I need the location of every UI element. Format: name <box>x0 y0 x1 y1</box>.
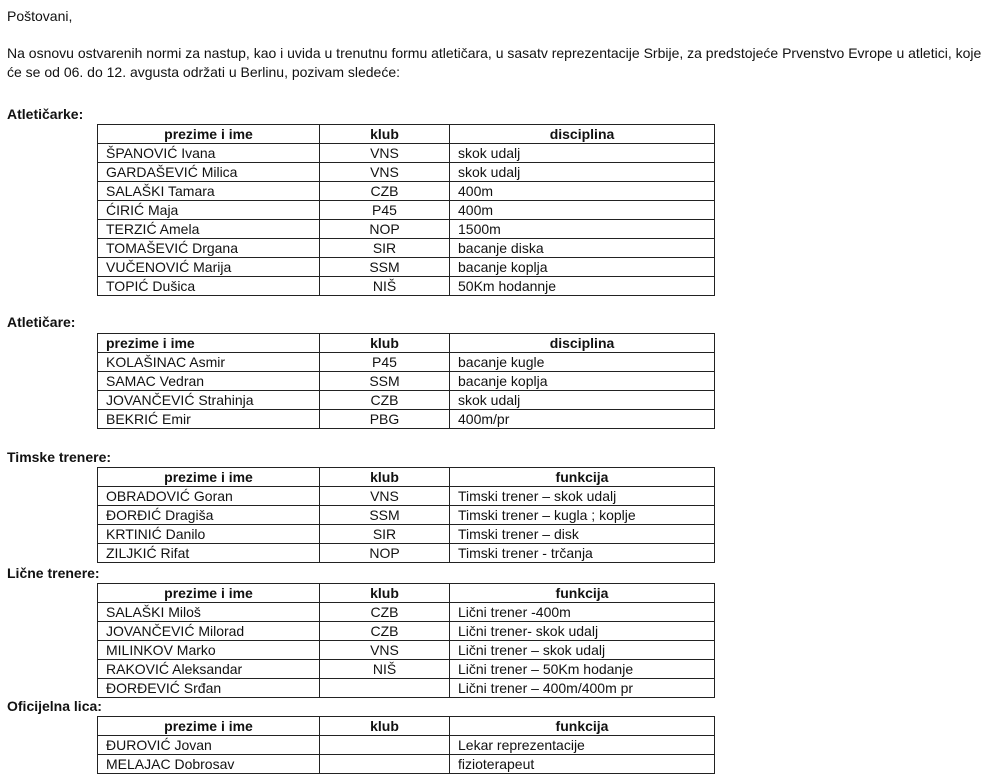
cell-name: TOMAŠEVIĆ Drgana <box>98 239 320 258</box>
cell-role: skok udalj <box>450 163 715 182</box>
cell-club <box>320 755 450 774</box>
cell-club: CZB <box>320 182 450 201</box>
cell-club: VNS <box>320 641 450 660</box>
cell-role: Timski trener – skok udalj <box>450 487 715 506</box>
table-row <box>98 239 715 258</box>
intro-paragraph: Na osnovu ostvarenih normi za nastup, kao i uvida u trenutnu formu atletičara, u sasatv reprezentacije Srbije, za predstojeće Prvenstvo Evrope u atletici, koje će se od 06. do 12. avgusta održati u Berlinu, pozivam sledeće: <box>7 45 982 80</box>
column-header: prezime i ime <box>98 584 320 603</box>
cell-name: JOVANČEVIĆ Milorad <box>98 622 320 641</box>
column-header: klub <box>320 125 450 144</box>
table-oficijelna-lica <box>97 716 715 774</box>
cell-club: NIŠ <box>320 277 450 296</box>
cell-role: 400m <box>450 182 715 201</box>
table-row <box>98 163 715 182</box>
cell-role: Timski trener - trčanja <box>450 544 715 563</box>
cell-name: TOPIĆ Dušica <box>98 277 320 296</box>
table-row <box>98 201 715 220</box>
table-row <box>98 525 715 544</box>
column-header: funkcija <box>450 717 715 736</box>
cell-name: ĐORĐIĆ Dragiša <box>98 506 320 525</box>
table-row <box>98 372 715 391</box>
cell-club: VNS <box>320 487 450 506</box>
table-row <box>98 736 715 755</box>
cell-club: PBG <box>320 410 450 429</box>
table-header-row <box>98 468 715 487</box>
table-row <box>98 660 715 679</box>
cell-role: 1500m <box>450 220 715 239</box>
section-title-timski-treneri: Timske trenere: <box>7 449 112 465</box>
cell-name: OBRADOVIĆ Goran <box>98 487 320 506</box>
cell-club: VNS <box>320 144 450 163</box>
cell-name: ZILJKIĆ Rifat <box>98 544 320 563</box>
cell-club <box>320 736 450 755</box>
table-licni-treneri <box>97 583 715 698</box>
cell-name: SALAŠKI Miloš <box>98 603 320 622</box>
cell-name: SALAŠKI Tamara <box>98 182 320 201</box>
cell-name: RAKOVIĆ Aleksandar <box>98 660 320 679</box>
table-row <box>98 641 715 660</box>
cell-role: skok udalj <box>450 391 715 410</box>
cell-club: NIŠ <box>320 660 450 679</box>
cell-name: KOLAŠINAC Asmir <box>98 353 320 372</box>
cell-role: skok udalj <box>450 144 715 163</box>
cell-role: 50Km hodannje <box>450 277 715 296</box>
cell-name: ĐORĐEVIĆ Srđan <box>98 679 320 698</box>
cell-role: bacanje diska <box>450 239 715 258</box>
cell-club: NOP <box>320 544 450 563</box>
cell-club: SSM <box>320 506 450 525</box>
table-row <box>98 182 715 201</box>
column-header: disciplina <box>450 334 715 353</box>
cell-club: NOP <box>320 220 450 239</box>
cell-role: bacanje koplja <box>450 258 715 277</box>
section-title-atleticare: Atletičare: <box>7 314 76 330</box>
table-row <box>98 544 715 563</box>
column-header: funkcija <box>450 468 715 487</box>
table-row <box>98 755 715 774</box>
column-header: klub <box>320 334 450 353</box>
cell-name: ĐUROVIĆ Jovan <box>98 736 320 755</box>
cell-role: 400m/pr <box>450 410 715 429</box>
cell-role: Lični trener – 50Km hodanje <box>450 660 715 679</box>
table-row <box>98 487 715 506</box>
table-row <box>98 679 715 698</box>
cell-club: CZB <box>320 391 450 410</box>
cell-role: bacanje kugle <box>450 353 715 372</box>
cell-name: BEKRIĆ Emir <box>98 410 320 429</box>
table-timski-treneri <box>97 467 715 563</box>
table-row <box>98 603 715 622</box>
column-header: klub <box>320 468 450 487</box>
table-row <box>98 410 715 429</box>
cell-club: CZB <box>320 622 450 641</box>
cell-name: ŠPANOVIĆ Ivana <box>98 144 320 163</box>
cell-role: Lični trener – 400m/400m pr <box>450 679 715 698</box>
cell-club: P45 <box>320 201 450 220</box>
cell-role: Lekar reprezentacije <box>450 736 715 755</box>
column-header: klub <box>320 584 450 603</box>
cell-name: KRTINIĆ Danilo <box>98 525 320 544</box>
cell-club <box>320 679 450 698</box>
column-header: prezime i ime <box>98 125 320 144</box>
cell-role: fizioterapeut <box>450 755 715 774</box>
cell-name: MELAJAC Dobrosav <box>98 755 320 774</box>
table-header-row <box>98 334 715 353</box>
cell-name: TERZIĆ Amela <box>98 220 320 239</box>
cell-club: P45 <box>320 353 450 372</box>
cell-role: Lični trener – skok udalj <box>450 641 715 660</box>
cell-name: GARDAŠEVIĆ Milica <box>98 163 320 182</box>
cell-role: Lični trener -400m <box>450 603 715 622</box>
cell-name: VUČENOVIĆ Marija <box>98 258 320 277</box>
table-row <box>98 622 715 641</box>
table-atleticarke <box>97 124 715 296</box>
table-row <box>98 506 715 525</box>
cell-club: CZB <box>320 603 450 622</box>
section-title-oficijelna-lica: Oficijelna lica: <box>7 698 102 714</box>
column-header: funkcija <box>450 584 715 603</box>
table-header-row <box>98 717 715 736</box>
cell-club: SIR <box>320 239 450 258</box>
cell-role: Timski trener – kugla ; koplje <box>450 506 715 525</box>
cell-role: Lični trener- skok udalj <box>450 622 715 641</box>
column-header: klub <box>320 717 450 736</box>
cell-name: JOVANČEVIĆ Strahinja <box>98 391 320 410</box>
section-title-licni-treneri: Lične trenere: <box>7 565 100 581</box>
table-row <box>98 277 715 296</box>
cell-name: SAMAC Vedran <box>98 372 320 391</box>
table-row <box>98 144 715 163</box>
cell-role: Timski trener – disk <box>450 525 715 544</box>
cell-name: MILINKOV Marko <box>98 641 320 660</box>
cell-club: SSM <box>320 372 450 391</box>
cell-club: VNS <box>320 163 450 182</box>
table-row <box>98 353 715 372</box>
section-title-atleticarke: Atletičarke: <box>7 106 84 122</box>
column-header: prezime i ime <box>98 334 320 353</box>
cell-name: ĆIRIĆ Maja <box>98 201 320 220</box>
column-header: prezime i ime <box>98 468 320 487</box>
table-header-row <box>98 584 715 603</box>
greeting: Poštovani, <box>7 8 73 24</box>
table-atleticare <box>97 333 715 429</box>
table-row <box>98 258 715 277</box>
table-row <box>98 220 715 239</box>
cell-role: bacanje koplja <box>450 372 715 391</box>
cell-club: SSM <box>320 258 450 277</box>
table-header-row <box>98 125 715 144</box>
cell-club: SIR <box>320 525 450 544</box>
cell-role: 400m <box>450 201 715 220</box>
table-row <box>98 391 715 410</box>
column-header: prezime i ime <box>98 717 320 736</box>
column-header: disciplina <box>450 125 715 144</box>
